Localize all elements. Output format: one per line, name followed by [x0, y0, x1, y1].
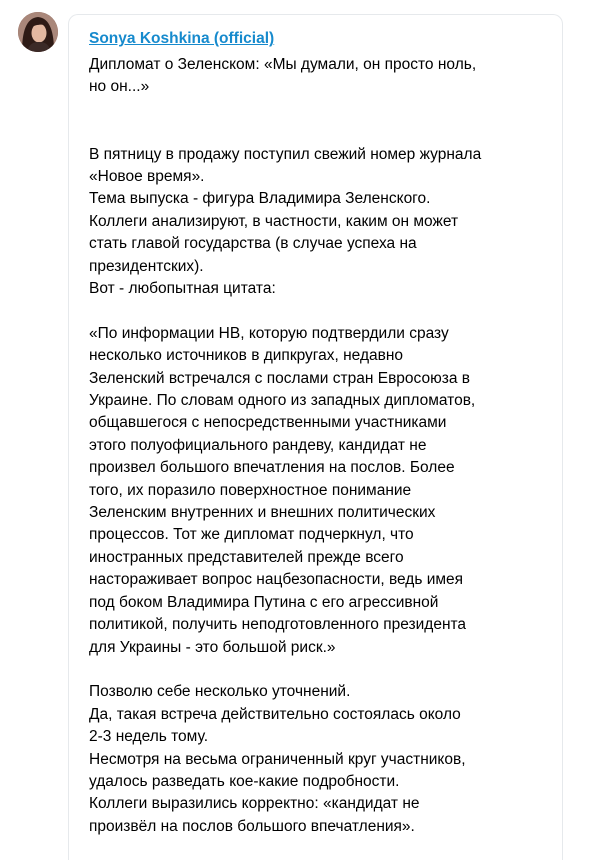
- message-line: общавшегося с непосредственными участниками: [89, 414, 447, 432]
- message-line: Коллеги анализируют, в частности, каким он может: [89, 212, 459, 230]
- message-line: процессов. Тот же дипломат подчеркнул, что: [89, 526, 414, 544]
- message-line: но он...»: [89, 78, 150, 96]
- message-line: [89, 99, 542, 121]
- message-line: стать главой государства (в случае успеха на: [89, 235, 417, 253]
- message-line: под боком Владимира Путина с его агрессивной: [89, 593, 439, 611]
- message-line: «Новое время».: [89, 168, 205, 185]
- message-line: произвёл на послов большого впечатления».: [89, 817, 415, 835]
- message-line: настораживает вопрос нацбезопасности, ведь имея: [89, 571, 464, 589]
- message-line: политикой, получить неподготовленного президента: [89, 616, 467, 634]
- message-line: Дипломат о Зеленском: «Мы думали, он просто ноль,: [89, 56, 477, 73]
- message-line: [89, 121, 542, 143]
- message-line: Позволю себе несколько уточнений.: [89, 683, 351, 701]
- message-line: Тема выпуска - фигура Владимира Зеленского.: [89, 190, 431, 208]
- author-avatar[interactable]: [18, 12, 58, 52]
- message-bubble: [68, 14, 563, 860]
- message-line: 2-3 недель тому.: [89, 728, 209, 746]
- message-line: Вот - любопытная цитата:: [89, 280, 276, 298]
- message-line: В пятницу в продажу поступил свежий номер журнала: [89, 145, 482, 163]
- message-line: этого полуофициального рандеву, кандидат не: [89, 436, 427, 454]
- message-line: Украине. По словам одного из западных дипломатов,: [89, 392, 476, 410]
- author-name-link[interactable]: Sonya Koshkina (official): [89, 30, 275, 47]
- message-line: иностранных представителей прежде всего: [89, 548, 404, 566]
- message-line: Несмотря на весьма ограниченный круг участников,: [89, 750, 466, 768]
- message-line: Зеленским внутренних и внешних политических: [89, 504, 436, 522]
- message-line: Да, такая встреча действительно состоялась около: [89, 705, 461, 723]
- message-line: произвел большого впечатления на послов. Более: [89, 459, 455, 477]
- message-line: для Украины - это большой риск.»: [89, 638, 336, 656]
- message-line: [89, 300, 542, 322]
- message-line: того, их поразило поверхностное понимание: [89, 481, 412, 499]
- message-line: удалось разведать кое-какие подробности.: [89, 772, 400, 790]
- message-line: несколько источников в дипкругах, недавно: [89, 347, 404, 365]
- message-line: Зеленский встречался с послами стран Евросоюза в: [89, 369, 470, 387]
- message-line: Коллеги выразились корректно: «кандидат не: [89, 795, 420, 813]
- message-line: [89, 659, 542, 681]
- message-line: «По информации НВ, которую подтвердили сразу: [89, 324, 449, 342]
- message-text: [89, 54, 542, 838]
- message-line: президентских).: [89, 257, 204, 275]
